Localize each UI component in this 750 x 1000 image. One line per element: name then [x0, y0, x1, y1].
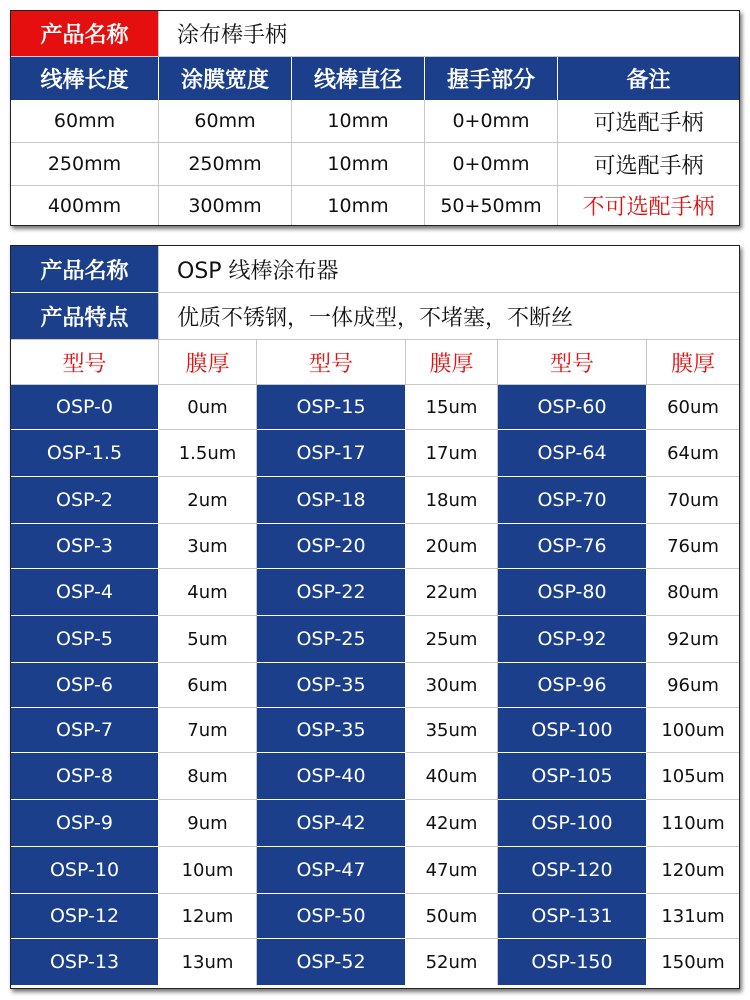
table-row: [11, 143, 739, 186]
thickness-cell: 25um: [406, 616, 498, 663]
thickness-cell: 5um: [159, 616, 257, 663]
model-cell: OSP-8: [11, 753, 159, 800]
thickness-cell: 96um: [647, 663, 739, 708]
table-row: [11, 616, 739, 663]
model-header: 型号: [498, 340, 647, 385]
thickness-cell: 47um: [406, 847, 498, 894]
model-cell: OSP-35: [257, 708, 406, 753]
model-cell: OSP-80: [498, 569, 647, 616]
col-header-rod-diameter: 线棒直径: [292, 57, 425, 100]
thickness-cell: 0um: [159, 385, 257, 430]
model-cell: OSP-42: [257, 800, 406, 847]
osp-product-name-value: OSP 线棒涂布器: [159, 246, 739, 293]
model-cell: OSP-100: [498, 800, 647, 847]
model-cell: OSP-18: [257, 477, 406, 524]
model-header: 型号: [257, 340, 406, 385]
thickness-cell: 131um: [647, 894, 739, 939]
model-header: 型号: [11, 340, 159, 385]
table-row: [11, 477, 739, 524]
model-cell: OSP-1.5: [11, 430, 159, 477]
thickness-cell: 17um: [406, 430, 498, 477]
table-row: [11, 569, 739, 616]
model-cell: OSP-2: [11, 477, 159, 524]
thickness-cell: 6um: [159, 663, 257, 708]
col-header-rod-length: 线棒长度: [11, 57, 159, 100]
model-cell: OSP-120: [498, 847, 647, 894]
osp-feature-label: 产品特点: [11, 293, 159, 340]
rod-length-cell: 60mm: [11, 100, 159, 143]
handle-name-row: [11, 11, 739, 57]
rod-length-cell: 400mm: [11, 186, 159, 225]
table-row: [11, 100, 739, 143]
table-row: [11, 708, 739, 753]
thickness-cell: 30um: [406, 663, 498, 708]
thickness-cell: 92um: [647, 616, 739, 663]
model-cell: OSP-25: [257, 616, 406, 663]
model-cell: OSP-70: [498, 477, 647, 524]
coating-width-cell: 250mm: [159, 143, 292, 186]
osp-product-name-label: 产品名称: [11, 246, 159, 293]
product-name-value: 涂布棒手柄: [159, 11, 739, 57]
model-cell: OSP-10: [11, 847, 159, 894]
thickness-cell: 76um: [647, 524, 739, 569]
col-header-grip-part: 握手部分: [425, 57, 558, 100]
table-row: [11, 663, 739, 708]
thickness-cell: 110um: [647, 800, 739, 847]
osp-table-body: [11, 385, 739, 985]
rod-diameter-cell: 10mm: [292, 143, 425, 186]
thickness-cell: 40um: [406, 753, 498, 800]
osp-feature-value: 优质不锈钢，一体成型，不堵塞，不断丝: [159, 293, 739, 340]
table-row: [11, 800, 739, 847]
model-cell: OSP-76: [498, 524, 647, 569]
handle-spec-table: [10, 10, 740, 226]
model-cell: OSP-22: [257, 569, 406, 616]
table-row: [11, 894, 739, 939]
thickness-cell: 50um: [406, 894, 498, 939]
thickness-cell: 2um: [159, 477, 257, 524]
model-cell: OSP-15: [257, 385, 406, 430]
thickness-cell: 3um: [159, 524, 257, 569]
thickness-cell: 13um: [159, 939, 257, 985]
osp-spec-table: [10, 245, 740, 989]
osp-feature-row: [11, 293, 739, 340]
coating-width-cell: 300mm: [159, 186, 292, 225]
thickness-cell: 100um: [647, 708, 739, 753]
table-row: [11, 430, 739, 477]
model-cell: OSP-105: [498, 753, 647, 800]
model-cell: OSP-7: [11, 708, 159, 753]
table-row: [11, 385, 739, 430]
col-header-remarks: 备注: [558, 57, 739, 100]
model-cell: OSP-96: [498, 663, 647, 708]
model-cell: OSP-4: [11, 569, 159, 616]
col-header-coating-width: 涂膜宽度: [159, 57, 292, 100]
model-cell: OSP-60: [498, 385, 647, 430]
remarks-cell: 可选配手柄: [558, 100, 739, 143]
table-row: [11, 939, 739, 985]
remarks-cell-warning: 不可选配手柄: [558, 186, 739, 225]
thickness-cell: 20um: [406, 524, 498, 569]
thickness-cell: 15um: [406, 385, 498, 430]
thickness-header: 膜厚: [159, 340, 257, 385]
table-row: [11, 524, 739, 569]
thickness-cell: 60um: [647, 385, 739, 430]
grip-part-cell: 0+0mm: [425, 100, 558, 143]
model-cell: OSP-5: [11, 616, 159, 663]
table-row: [11, 753, 739, 800]
remarks-cell: 可选配手柄: [558, 143, 739, 186]
thickness-cell: 150um: [647, 939, 739, 985]
model-cell: OSP-35: [257, 663, 406, 708]
thickness-header: 膜厚: [647, 340, 739, 385]
table-row: [11, 186, 739, 225]
rod-length-cell: 250mm: [11, 143, 159, 186]
osp-name-row: [11, 246, 739, 293]
grip-part-cell: 0+0mm: [425, 143, 558, 186]
model-cell: OSP-131: [498, 894, 647, 939]
model-cell: OSP-3: [11, 524, 159, 569]
thickness-cell: 8um: [159, 753, 257, 800]
model-cell: OSP-150: [498, 939, 647, 985]
thickness-cell: 70um: [647, 477, 739, 524]
thickness-cell: 22um: [406, 569, 498, 616]
thickness-cell: 80um: [647, 569, 739, 616]
thickness-cell: 120um: [647, 847, 739, 894]
thickness-cell: 9um: [159, 800, 257, 847]
thickness-cell: 52um: [406, 939, 498, 985]
model-cell: OSP-64: [498, 430, 647, 477]
table-row: [11, 847, 739, 894]
thickness-cell: 35um: [406, 708, 498, 753]
grip-part-cell: 50+50mm: [425, 186, 558, 225]
osp-column-header-row: [11, 340, 739, 385]
model-cell: OSP-13: [11, 939, 159, 985]
model-cell: OSP-6: [11, 663, 159, 708]
model-cell: OSP-12: [11, 894, 159, 939]
thickness-cell: 10um: [159, 847, 257, 894]
thickness-header: 膜厚: [406, 340, 498, 385]
rod-diameter-cell: 10mm: [292, 100, 425, 143]
model-cell: OSP-9: [11, 800, 159, 847]
model-cell: OSP-100: [498, 708, 647, 753]
thickness-cell: 4um: [159, 569, 257, 616]
model-cell: OSP-52: [257, 939, 406, 985]
product-name-label: 产品名称: [11, 11, 159, 57]
model-cell: OSP-47: [257, 847, 406, 894]
thickness-cell: 1.5um: [159, 430, 257, 477]
model-cell: OSP-92: [498, 616, 647, 663]
thickness-cell: 18um: [406, 477, 498, 524]
rod-diameter-cell: 10mm: [292, 186, 425, 225]
model-cell: OSP-50: [257, 894, 406, 939]
thickness-cell: 12um: [159, 894, 257, 939]
model-cell: OSP-20: [257, 524, 406, 569]
thickness-cell: 105um: [647, 753, 739, 800]
thickness-cell: 7um: [159, 708, 257, 753]
coating-width-cell: 60mm: [159, 100, 292, 143]
thickness-cell: 42um: [406, 800, 498, 847]
model-cell: OSP-40: [257, 753, 406, 800]
thickness-cell: 64um: [647, 430, 739, 477]
model-cell: OSP-0: [11, 385, 159, 430]
model-cell: OSP-17: [257, 430, 406, 477]
handle-header-row: [11, 57, 739, 100]
